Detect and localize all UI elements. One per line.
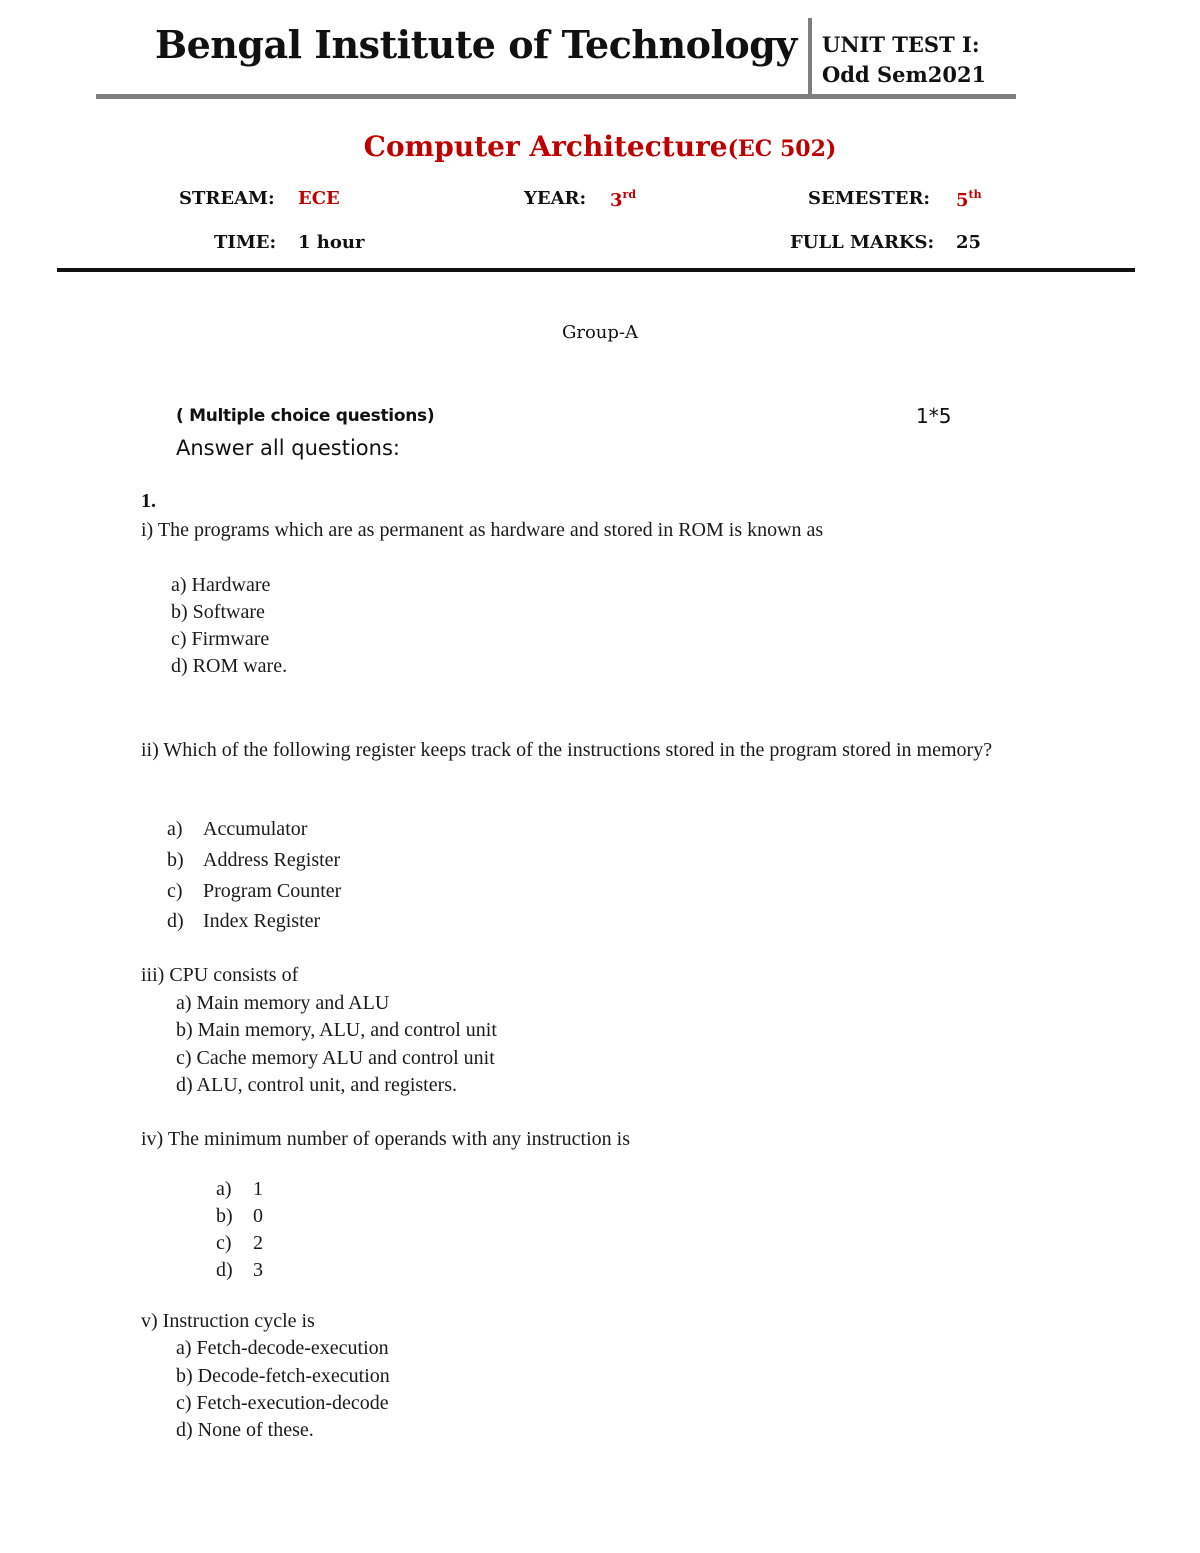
course-code: (EC 502) <box>727 136 837 162</box>
unit-test-line1: UNIT TEST I: <box>822 32 980 57</box>
question-3-text: iii) CPU consists of <box>141 964 299 986</box>
question-5-option-b: b) Decode-fetch-execution <box>176 1365 390 1387</box>
question-4-option-b: 0 <box>253 1205 263 1227</box>
full-marks-value: 25 <box>956 232 982 253</box>
question-2-option-b-letter: b) <box>167 849 184 871</box>
course-title <box>0 130 1200 163</box>
question-5-text: v) Instruction cycle is <box>141 1310 315 1332</box>
question-4-option-b-letter: b) <box>216 1205 233 1227</box>
semester-label: SEMESTER: <box>808 188 931 209</box>
question-3-option-c: c) Cache memory ALU and control unit <box>176 1047 495 1069</box>
year-value: 3rd <box>610 188 637 211</box>
time-value: 1 hour <box>298 232 365 253</box>
question-3-option-a: a) Main memory and ALU <box>176 992 390 1014</box>
time-label: TIME: <box>214 232 277 253</box>
question-1-option-d: d) ROM ware. <box>171 655 288 677</box>
question-4-option-a-letter: a) <box>216 1178 232 1200</box>
question-2-option-a: Accumulator <box>203 818 308 840</box>
unit-test-line2: Odd Sem2021 <box>822 62 987 87</box>
question-3-option-b: b) Main memory, ALU, and control unit <box>176 1019 497 1041</box>
marks-scheme: 1*5 <box>916 404 952 428</box>
question-5-option-c: c) Fetch-execution-decode <box>176 1392 389 1414</box>
question-5-option-d: d) None of these. <box>176 1419 314 1441</box>
question-2-option-d: Index Register <box>203 910 321 932</box>
full-marks-label: FULL MARKS: <box>790 232 935 253</box>
question-1-text: i) The programs which are as permanent as hardware and stored in ROM is known as <box>141 519 824 541</box>
header-rule <box>57 268 1135 272</box>
question-2-option-c-letter: c) <box>167 880 183 902</box>
question-4-option-c: 2 <box>253 1232 263 1254</box>
question-2-option-a-letter: a) <box>167 818 183 840</box>
question-3-option-d: d) ALU, control unit, and registers. <box>176 1074 458 1096</box>
semester-value: 5th <box>956 188 982 211</box>
stream-label: STREAM: <box>179 188 275 209</box>
question-number: 1. <box>141 490 156 512</box>
institute-title: Bengal Institute of Technology <box>155 22 797 67</box>
header-divider-horizontal <box>96 94 1016 99</box>
instruction: Answer all questions: <box>176 436 400 460</box>
question-2-text: ii) Which of the following register keeps track of the instructions stored in the program stored in memory? <box>141 739 993 761</box>
question-2-option-c: Program Counter <box>203 880 342 902</box>
question-1-option-c: c) Firmware <box>171 628 270 650</box>
question-4-text: iv) The minimum number of operands with any instruction is <box>141 1128 631 1150</box>
course-name: Computer Architecture <box>363 130 728 163</box>
mcq-label: ( Multiple choice questions) <box>176 406 435 426</box>
stream-value: ECE <box>298 188 340 209</box>
group-heading: Group-A <box>561 322 639 343</box>
question-2-option-d-letter: d) <box>167 910 184 932</box>
question-4-option-d: 3 <box>253 1259 263 1281</box>
question-1-option-b: b) Software <box>171 601 265 623</box>
header-divider-vertical <box>808 18 812 98</box>
unit-test-label <box>822 30 986 90</box>
question-4-option-c-letter: c) <box>216 1232 232 1254</box>
question-2-option-b: Address Register <box>203 849 341 871</box>
question-5-option-a: a) Fetch-decode-execution <box>176 1337 389 1359</box>
question-1-option-a: a) Hardware <box>171 574 271 596</box>
year-label: YEAR: <box>524 188 587 209</box>
question-4-option-a: 1 <box>253 1178 263 1200</box>
question-4-option-d-letter: d) <box>216 1259 233 1281</box>
